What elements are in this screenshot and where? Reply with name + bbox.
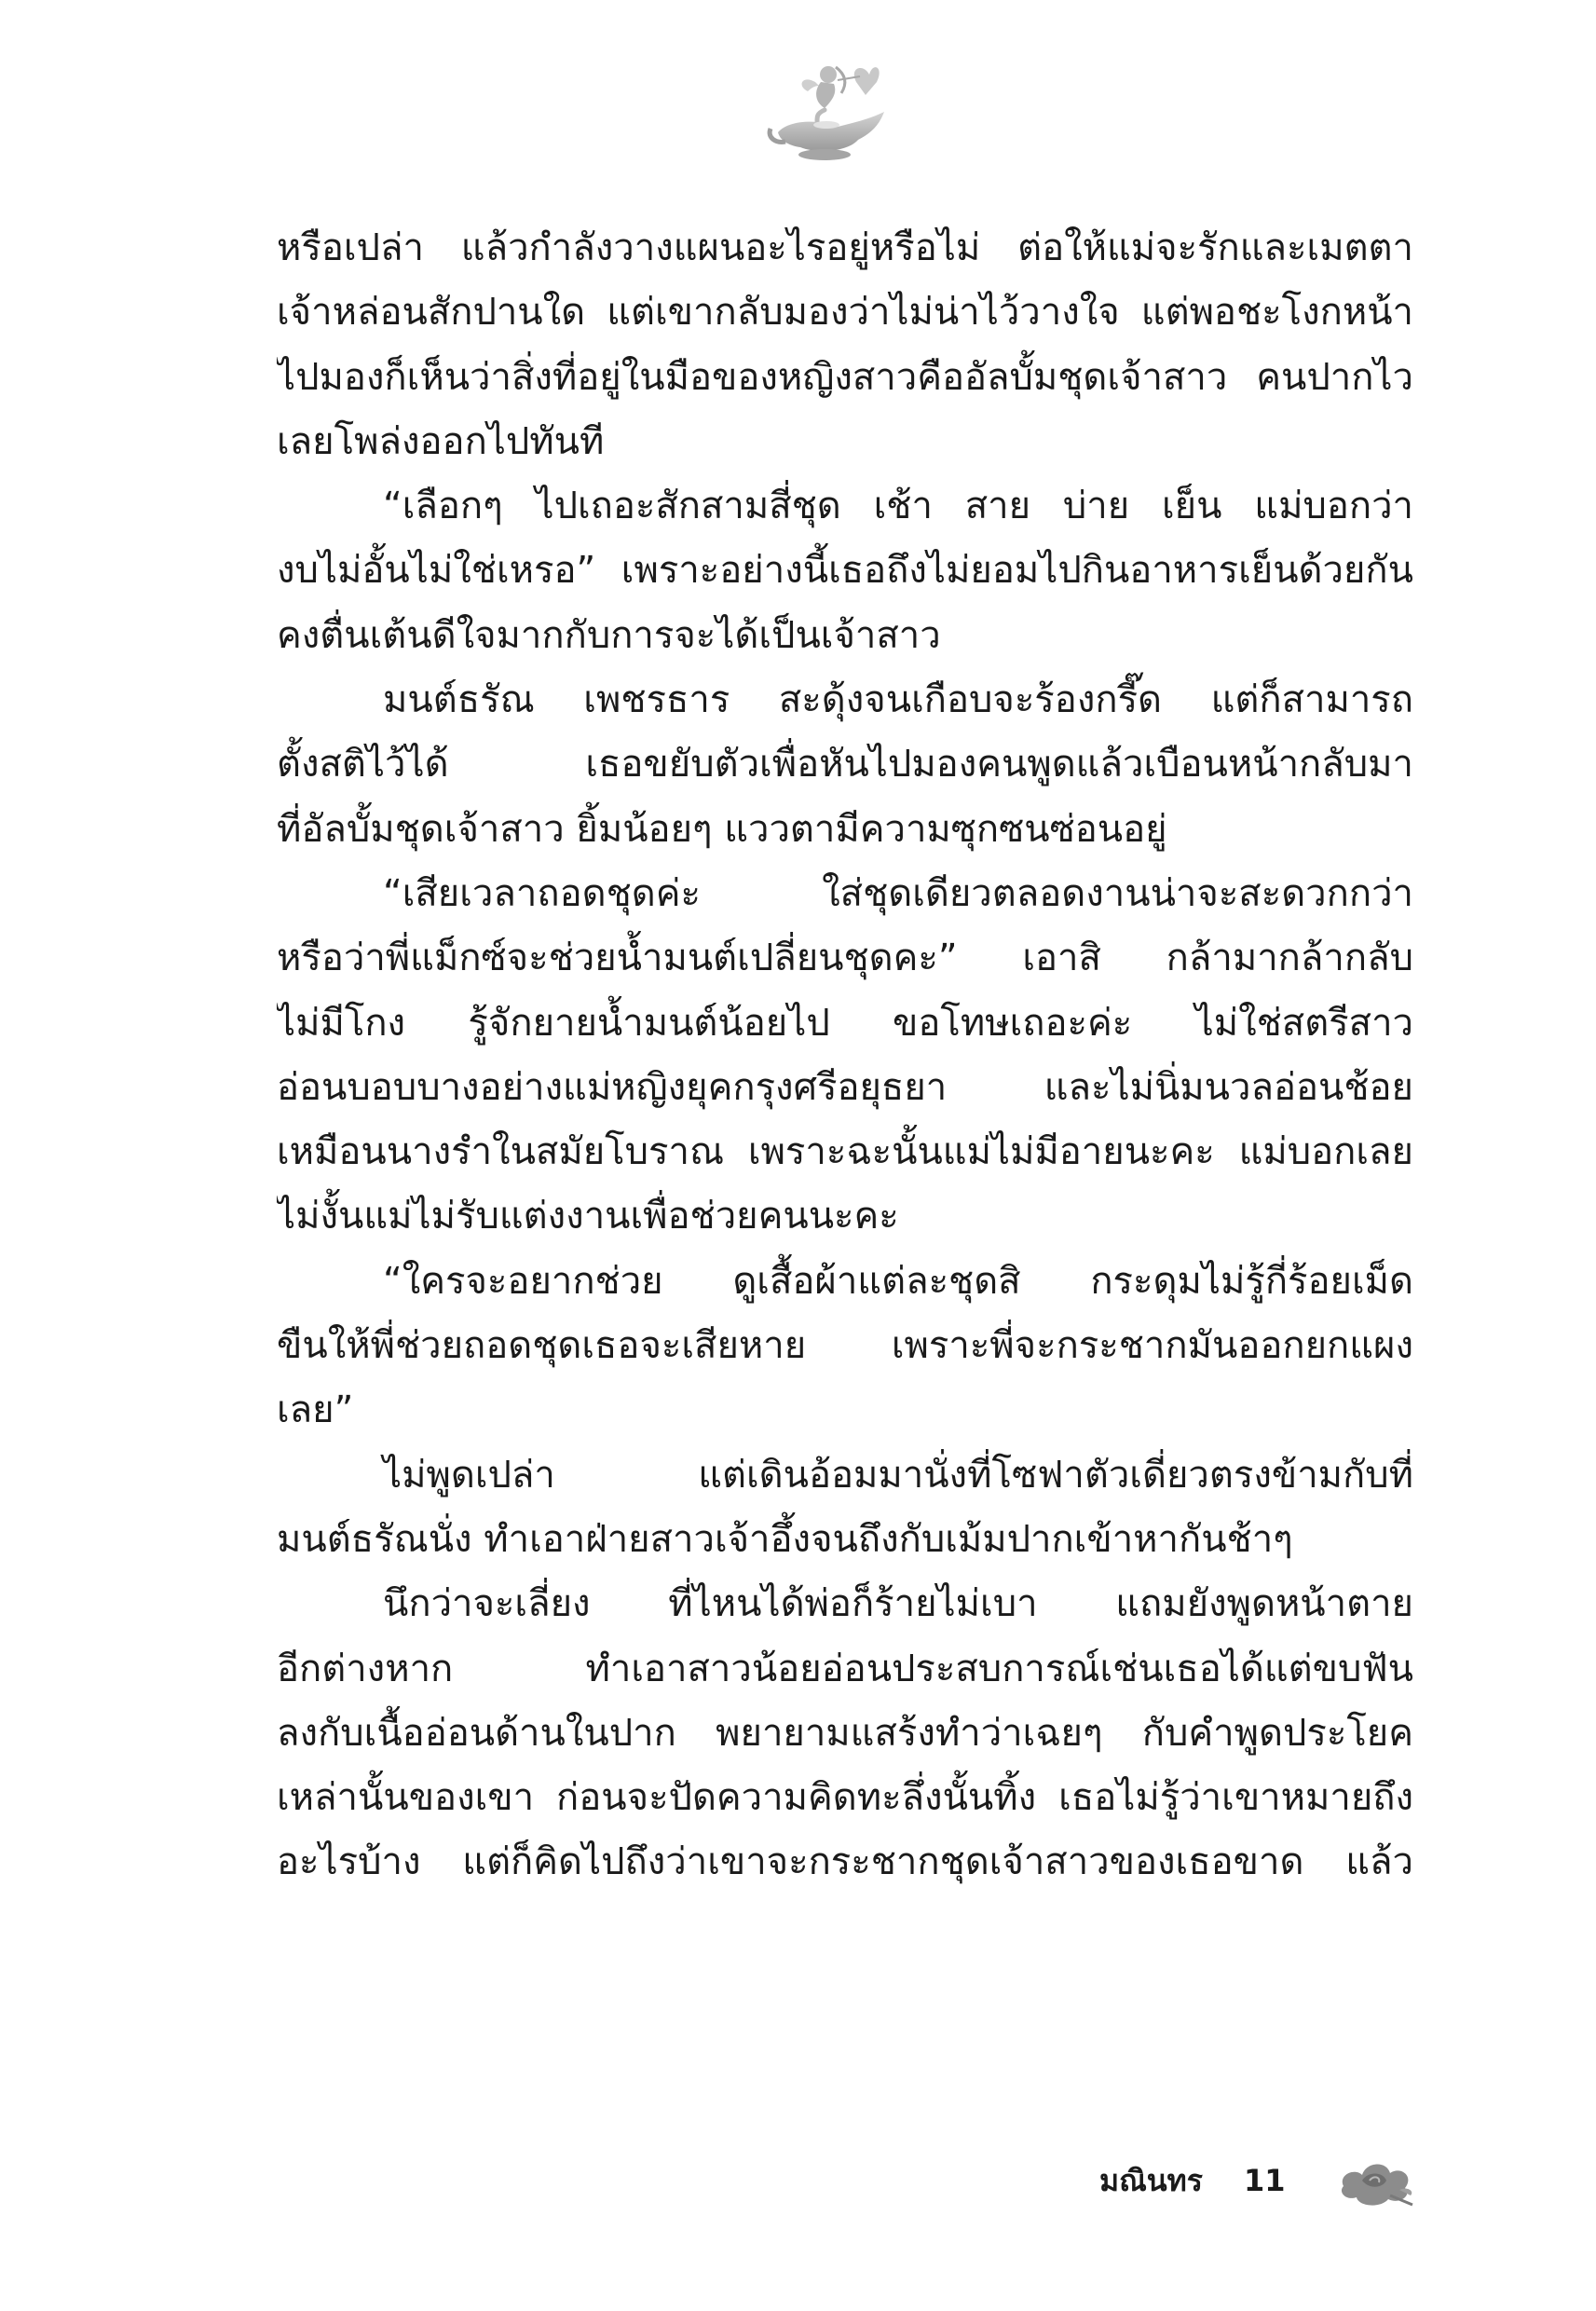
text-line: เจ้าหล่อนสักปานใด แต่เขากลับมองว่าไม่น่าไว้วางใจ แต่พอชะโงกหน้า xyxy=(277,291,1413,335)
text-line: คงตื่นเต้นดีใจมากกับการจะได้เป็นเจ้าสาว xyxy=(277,613,941,657)
text-line: ลงกับเนื้ออ่อนด้านในปาก พยายามแสร้งทำว่าเฉยๆ กับคำพูดประโยค xyxy=(277,1711,1413,1755)
text-line: ไม่มีโกง รู้จักยายน้ำมนต์น้อยไป ขอโทษเถอะค่ะ ไม่ใช่สตรีสาว xyxy=(277,1001,1413,1045)
text-line: “ใครจะอยากช่วย ดูเสื้อผ้าแต่ละชุดสิ กระดุมไม่รู้กี่ร้อยเม็ด xyxy=(383,1259,1413,1303)
text-line: “เลือกๆ ไปเถอะสักสามสี่ชุด เช้า สาย บ่าย เย็น แม่บอกว่า xyxy=(383,485,1413,528)
genie-lamp-cupid-icon xyxy=(759,54,899,164)
body-text xyxy=(277,216,1413,1895)
page-footer xyxy=(1099,2153,1285,2208)
text-line: อ่อนบอบบางอย่างแม่หญิงยุคกรุงศรีอยุธยา และไม่นิ่มนวลอ่อนช้อย xyxy=(277,1065,1413,1109)
text-line: เลย” xyxy=(277,1388,354,1432)
footer-author: มณินทร xyxy=(1099,2162,1203,2198)
text-line: ไปมองก็เห็นว่าสิ่งที่อยู่ในมือของหญิงสาวคืออัลบั้มชุดเจ้าสาว คนปากไว xyxy=(277,355,1413,399)
text-line: ที่อัลบั้มชุดเจ้าสาว ยิ้มน้อยๆ แววตามีความซุกซนซ่อนอยู่ xyxy=(277,807,1167,851)
text-line: ไม่พูดเปล่า แต่เดินอ้อมมานั่งที่โซฟาตัวเดี่ยวตรงข้ามกับที่ xyxy=(383,1453,1413,1497)
text-line: นึกว่าจะเลี่ยง ที่ไหนได้พ่อก็ร้ายไม่เบา แถมยังพูดหน้าตาย xyxy=(383,1582,1413,1626)
text-line: เหมือนนางรำในสมัยโบราณ เพราะฉะนั้นแม่ไม่มีอายนะคะ แม่บอกเลย xyxy=(277,1130,1413,1174)
text-line: ขืนให้พี่ช่วยถอดชุดเธอจะเสียหาย เพราะพี่จะกระชากมันออกยกแผง xyxy=(277,1324,1413,1368)
rose-icon xyxy=(1334,2134,1418,2208)
page-number: 11 xyxy=(1243,2163,1286,2198)
text-line: มนต์ธรัณนั่ง ทำเอาฝ่ายสาวเจ้าอึ้งจนถึงกับเม้มปากเข้าหากันช้าๆ xyxy=(277,1517,1293,1561)
text-line: เลยโพล่งออกไปทันที xyxy=(277,419,605,463)
text-line: “เสียเวลาถอดชุดค่ะ ใส่ชุดเดียวตลอดงานน่าจะสะดวกกว่า xyxy=(383,871,1413,915)
text-line: ไม่งั้นแม่ไม่รับแต่งงานเพื่อช่วยคนนะคะ xyxy=(277,1195,899,1238)
text-line: อะไรบ้าง แต่ก็คิดไปถึงว่าเขาจะกระชากชุดเจ้าสาวของเธอขาด แล้ว xyxy=(277,1840,1413,1884)
text-line: หรือเปล่า แล้วกำลังวางแผนอะไรอยู่หรือไม่ ต่อให้แม่จะรักและเมตตา xyxy=(277,226,1413,269)
text-line: เหล่านั้นของเขา ก่อนจะปัดความคิดทะลึ่งนั้นทิ้ง เธอไม่รู้ว่าเขาหมายถึง xyxy=(277,1776,1413,1820)
text-line: มนต์ธรัณ เพชรธาร สะดุ้งจนเกือบจะร้องกรี๊ด แต่ก็สามารถ xyxy=(383,678,1413,722)
text-line: อีกต่างหาก ทำเอาสาวน้อยอ่อนประสบการณ์เช่นเธอได้แต่ขบฟัน xyxy=(277,1647,1413,1690)
text-line: งบไม่อั้นไม่ใช่เหรอ” เพราะอย่างนี้เธอถึงไม่ยอมไปกินอาหารเย็นด้วยกัน xyxy=(277,549,1413,593)
text-line: หรือว่าพี่แม็กซ์จะช่วยน้ำมนต์เปลี่ยนชุดคะ” เอาสิ กล้ามากล้ากลับ xyxy=(277,937,1413,980)
text-line: ตั้งสติไว้ได้ เธอขยับตัวเพื่อหันไปมองคนพูดแล้วเบือนหน้ากลับมา xyxy=(277,743,1413,786)
